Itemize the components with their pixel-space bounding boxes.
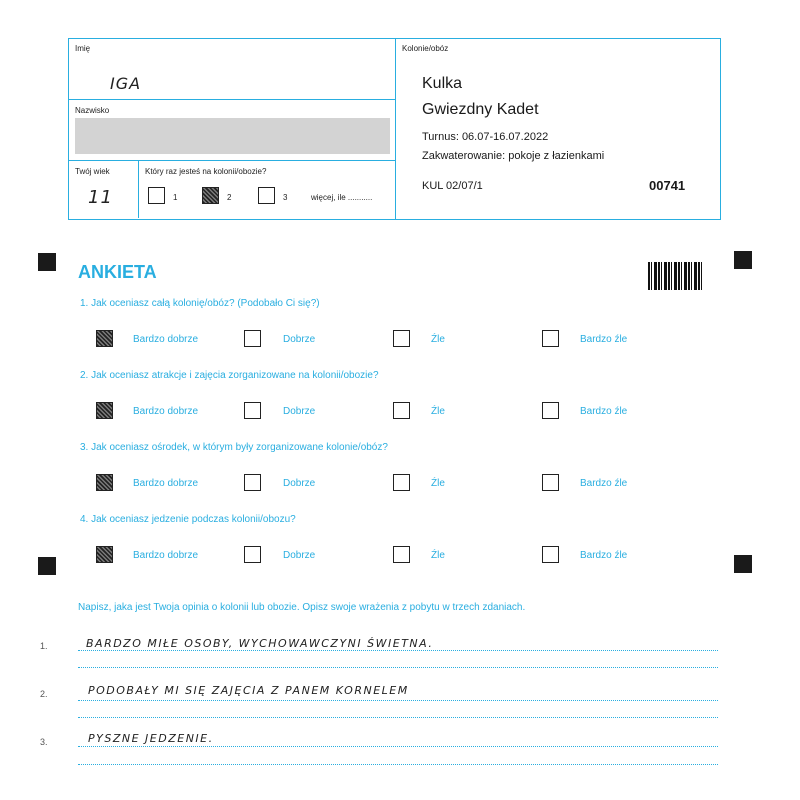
option-label: Bardzo źle bbox=[580, 550, 628, 561]
times-option-2: 2 bbox=[227, 193, 232, 202]
registration-marker bbox=[734, 555, 752, 573]
q4-option-dobrze-checkbox[interactable] bbox=[244, 546, 261, 563]
writing-line bbox=[78, 746, 718, 747]
times-checkbox-2[interactable] bbox=[202, 187, 219, 204]
option-label: Bardzo dobrze bbox=[133, 334, 199, 345]
option-label: Źle bbox=[431, 406, 445, 417]
q3-option-zle-checkbox[interactable] bbox=[393, 474, 410, 491]
question-1: 1. Jak oceniasz całą kolonię/obóz? (Podobało Ci się?) bbox=[80, 298, 320, 309]
times-more-label: więcej, ile ........... bbox=[311, 193, 373, 202]
q4-option-zle-checkbox[interactable] bbox=[393, 546, 410, 563]
age-label: Twój wiek bbox=[75, 167, 110, 176]
option-label: Dobrze bbox=[283, 334, 316, 345]
option-label: Źle bbox=[431, 334, 445, 345]
registration-marker bbox=[38, 557, 56, 575]
turnus: Turnus: 06.07-16.07.2022 bbox=[422, 131, 549, 143]
option-label: Źle bbox=[431, 478, 445, 489]
writing-line bbox=[78, 717, 718, 718]
option-label: Dobrze bbox=[283, 478, 316, 489]
times-checkbox-3[interactable] bbox=[258, 187, 275, 204]
q3-option-bardzo-zle-checkbox[interactable] bbox=[542, 474, 559, 491]
question-2: 2. Jak oceniasz atrakcje i zajęcia zorganizowane na kolonii/obozie? bbox=[80, 370, 379, 381]
registration-marker bbox=[734, 251, 752, 269]
line-number: 1. bbox=[40, 641, 48, 651]
option-label: Źle bbox=[431, 550, 445, 561]
line-number: 3. bbox=[40, 737, 48, 747]
q3-option-bardzo-dobrze-checkbox[interactable] bbox=[96, 474, 113, 491]
line-number: 2. bbox=[40, 689, 48, 699]
camp-program: Gwiezdny Kadet bbox=[422, 101, 539, 118]
q1-option-zle-checkbox[interactable] bbox=[393, 330, 410, 347]
q2-option-zle-checkbox[interactable] bbox=[393, 402, 410, 419]
age-value[interactable]: 11 bbox=[88, 187, 113, 208]
q2-option-dobrze-checkbox[interactable] bbox=[244, 402, 261, 419]
opinion-prompt: Napisz, jaka jest Twoja opinia o kolonii lub obozie. Opisz swoje wrażenia z pobytu w trzech zdaniach. bbox=[78, 602, 526, 613]
writing-line bbox=[78, 700, 718, 701]
question-4: 4. Jak oceniasz jedzenie podczas kolonii/obozu? bbox=[80, 514, 296, 525]
survey-title: ANKIETA bbox=[78, 262, 157, 282]
option-label: Bardzo dobrze bbox=[133, 550, 199, 561]
opinion-answer-3[interactable]: PYSZNE JEDZENIE. bbox=[88, 732, 214, 745]
writing-line bbox=[78, 764, 718, 765]
opinion-answer-1[interactable]: BARDZO MIŁE OSOBY, WYCHOWAWCZYNI ŚWIETNA. bbox=[86, 637, 434, 650]
option-label: Bardzo źle bbox=[580, 406, 628, 417]
header-divider-2 bbox=[68, 160, 396, 161]
option-label: Bardzo źle bbox=[580, 334, 628, 345]
barcode bbox=[648, 262, 702, 290]
surname-redacted bbox=[75, 118, 390, 154]
q1-option-bardzo-zle-checkbox[interactable] bbox=[542, 330, 559, 347]
q2-option-bardzo-dobrze-checkbox[interactable] bbox=[96, 402, 113, 419]
surname-label: Nazwisko bbox=[75, 106, 110, 115]
option-label: Bardzo źle bbox=[580, 478, 628, 489]
option-label: Dobrze bbox=[283, 406, 316, 417]
q2-option-bardzo-zle-checkbox[interactable] bbox=[542, 402, 559, 419]
opinion-answer-2[interactable]: PODOBAŁY MI SIĘ ZAJĘCIA Z PANEM KORNELEM bbox=[88, 684, 409, 697]
q4-option-bardzo-dobrze-checkbox[interactable] bbox=[96, 546, 113, 563]
times-label: Który raz jesteś na kolonii/obozie? bbox=[145, 167, 267, 176]
camp-code: KUL 02/07/1 bbox=[422, 180, 483, 192]
name-value[interactable]: IGA bbox=[110, 74, 142, 93]
writing-line bbox=[78, 667, 718, 668]
q3-option-dobrze-checkbox[interactable] bbox=[244, 474, 261, 491]
registration-marker bbox=[38, 253, 56, 271]
times-checkbox-1[interactable] bbox=[148, 187, 165, 204]
age-divider bbox=[138, 160, 139, 218]
q1-option-bardzo-dobrze-checkbox[interactable] bbox=[96, 330, 113, 347]
header-divider-vertical bbox=[395, 38, 396, 219]
times-option-3: 3 bbox=[283, 193, 288, 202]
camp-name: Kulka bbox=[422, 75, 463, 92]
option-label: Bardzo dobrze bbox=[133, 406, 199, 417]
q4-option-bardzo-zle-checkbox[interactable] bbox=[542, 546, 559, 563]
camp-label: Kolonie/obóz bbox=[402, 44, 449, 53]
name-label: Imię bbox=[75, 44, 91, 53]
header-divider-1 bbox=[68, 99, 396, 100]
form-number: 00741 bbox=[649, 178, 686, 193]
times-option-1: 1 bbox=[173, 193, 178, 202]
writing-line bbox=[78, 650, 718, 651]
q1-option-dobrze-checkbox[interactable] bbox=[244, 330, 261, 347]
option-label: Bardzo dobrze bbox=[133, 478, 199, 489]
question-3: 3. Jak oceniasz ośrodek, w którym były zorganizowane kolonie/obóz? bbox=[80, 442, 388, 453]
option-label: Dobrze bbox=[283, 550, 316, 561]
lodging: Zakwaterowanie: pokoje z łazienkami bbox=[422, 150, 605, 162]
